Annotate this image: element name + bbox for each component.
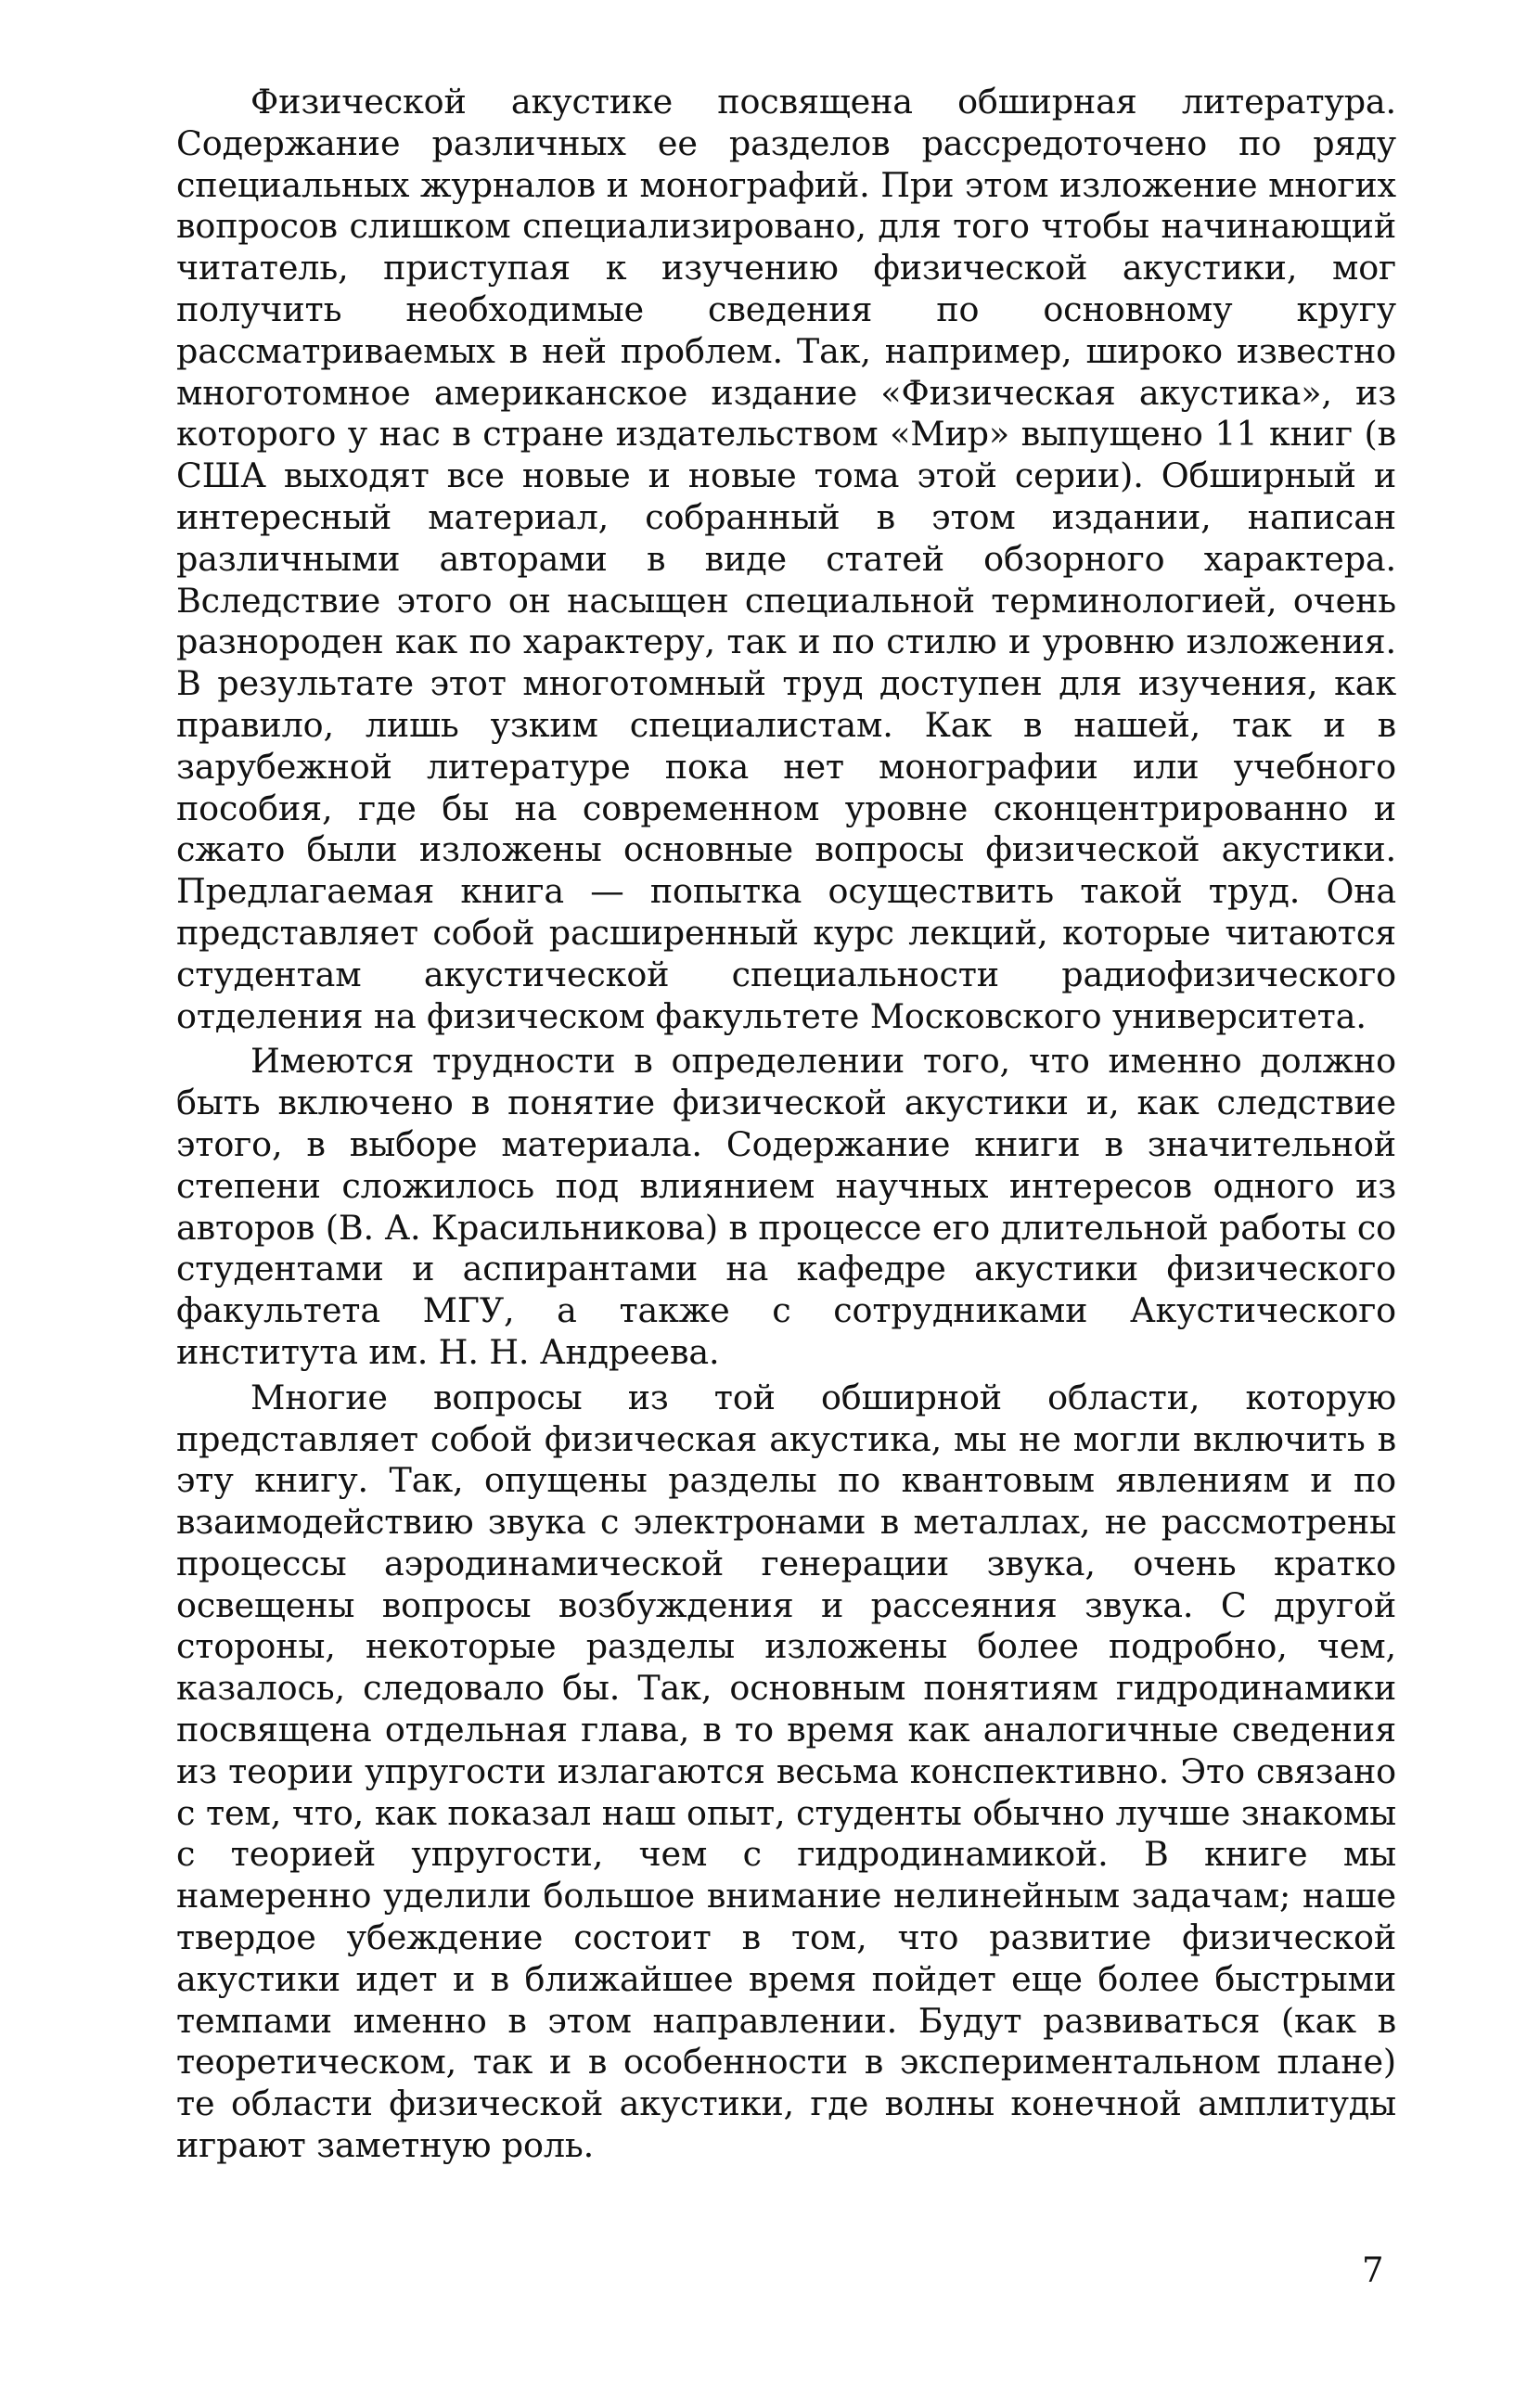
page-body bbox=[176, 82, 1396, 2167]
paragraph-3: Многие вопросы из той обширной области, которую представляет собой физическая акустика, мы не могли включить в эту книгу. Так, опущены разделы по квантовым явлениям и по взаимодействию звука с электронами в металлах, не рассмотрены процессы аэродинамической генерации звука, очень кратко освещены вопросы возбуждения и рассеяния звука. С другой стороны, некоторые разделы изложены более подробно, чем, казалось, следовало бы. Так, основным понятиям гидродинамики посвящена отдельная глава, в то время как аналогичные сведения из теории упругости излагаются весьма конспективно. Это связано с тем, что, как показал наш опыт, студенты обычно лучше знакомы с теорией упругости, чем с гидродинамикой. В книге мы намеренно уделили большое внимание нелинейным задачам; наше твердое убеждение состоит в том, что развитие физической акустики идет и в ближайшее время пойдет еще более быстрыми темпами именно в этом направлении. Будут развиваться (как в теоретическом, так и в особенности в экспериментальном плане) те области физической акустики, где волны конечной амплитуды играют заметную роль. bbox=[176, 1377, 1396, 2166]
paragraph-1: Физической акустике посвящена обширная литература. Содержание различных ее разделов рассредоточено по ряду специальных журналов и монографий. При этом изложение многих вопросов слишком специализировано, для того чтобы начинающий читатель, приступая к изучению физической акустики, мог получить необходимые сведения по основному кругу рассматриваемых в ней проблем. Так, например, широко известно многотомное американское издание «Физическая акустика», из которого у нас в стране издательством «Мир» выпущено 11 книг (в США выходят все новые и новые тома этой серии). Обширный и интересный материал, собранный в этом издании, написан различными авторами в виде статей обзорного характера. Вследствие этого он насыщен специальной терминологией, очень разнороден как по характеру, так и по стилю и уровню изложения. В результате этот многотомный труд доступен для изучения, как правило, лишь узким специалистам. Как в нашей, так и в зарубежной литературе пока нет монографии или учебного пособия, где бы на современном уровне сконцентрированно и сжато были изложены основные вопросы физической акустики. Предлагаемая книга — попытка осуществить такой труд. Она представляет собой расширенный курс лекций, которые читаются студентам акустической специальности радиофизического отделения на физическом факультете Московского университета. bbox=[176, 82, 1396, 1036]
page-number: 7 bbox=[1362, 2250, 1384, 2290]
paragraph-2: Имеются трудности в определении того, что именно должно быть включено в понятие физической акустики и, как следствие этого, в выборе материала. Содержание книги в значительной степени сложилось под влиянием научных интересов одного из авторов (В. А. Красильникова) в процессе его длительной работы со студентами и аспирантами на кафедре акустики физического факультета МГУ, а также с сотрудниками Акустического института им. Н. Н. Андреева. bbox=[176, 1041, 1396, 1372]
